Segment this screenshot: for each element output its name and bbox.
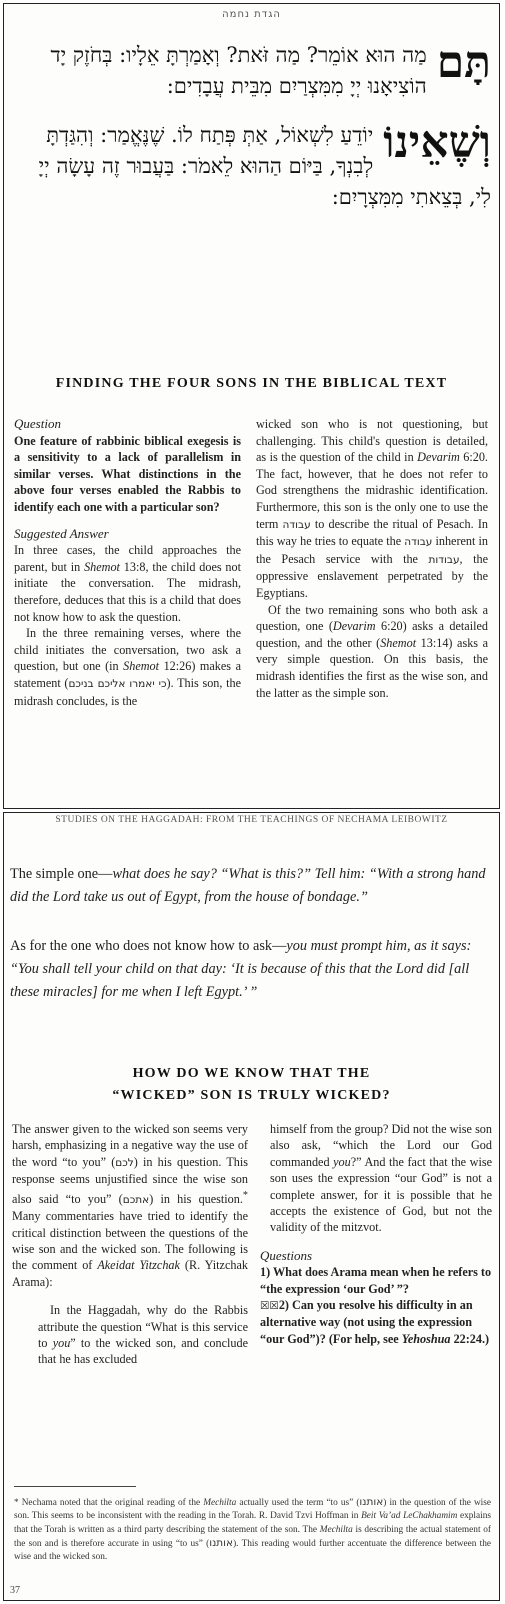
question-heading: Question xyxy=(14,416,61,431)
section-title-wicked-son: HOW DO WE KNOW THAT THE “WICKED” SON IS TRULY WICKED? xyxy=(112,1066,391,1103)
difficulty-marker-icon: ☒☒ xyxy=(260,1300,279,1313)
left-column xyxy=(14,416,241,709)
right-paragraph-2: Of the two remaining sons who both ask a question, one (Devarim 6:20) asks a detailed question, and the other (Shemot 13:14) asks a very simple question. On this basis, the midrash identifies the first as the wise son, and the latter as the simple son. xyxy=(256,602,489,700)
sheeino-line-2: לְבִנְךָ, בַּיּוֹם הַהוּא לֵאמֹר: בַּעֲבוּר זֶה עָשָׂה יְיָ xyxy=(38,154,374,178)
sheeino-line-3: לִי, בְּצֵאתִי מִמִּצְרָיִם: xyxy=(331,185,491,209)
question-2: ☒☒2) Can you resolve his difficulty in an alternative way (not using the expression “our God”)? (For help, see Yehoshua 22:24.) xyxy=(260,1298,490,1346)
section-title-four-sons: FINDING THE FOUR SONS IN THE BIBLICAL TEXT xyxy=(55,376,448,391)
hebrew-tam-passage xyxy=(12,37,491,102)
wicked-son-paragraph: The answer given to the wicked son seems very harsh, emphasizing in a negative way the use of the word “to you” (לכם) in his question. This response seems unjustified since the wise son also said “to you” (אתכם) in his question.* Many commentaries have tried to identify the critical distinction between the questions of the wise son and the wicked son. The following is the comment of Akeidat Yitzchak (R. Yitzchak Arama): xyxy=(12,1122,248,1289)
akeidat-quote: In the Haggadah, why do the Rabbis attribute the question “What is this service to you” to the wicked son, and conclude that he has excluded xyxy=(38,1303,248,1367)
left-column xyxy=(12,1121,248,1368)
footnote: * Nechama noted that the original reading of the Mechilta actually used the term “to us” (אותנו) in the question of the wise son. This seems to be inconsistent with the reading in the Torah. R. David Tzvi Hoffman in Beit Va’ad LeChakhamim explains that the Torah is written as a third party describing the statement of the son. The Mechilta is describing the actual statement of the son and is therefore accurate in using “to us” (אותנו). This reading would further accentuate the difference between the wise and the wicked son. xyxy=(14,1496,492,1563)
page-top xyxy=(3,3,500,809)
question-1: 1) What does Arama mean when he refers to “the expression ‘our God’ ”? xyxy=(260,1265,492,1296)
answer-paragraph-2: In the three remaining verses, where the child initiates the conversation, two ask a question, but one (in Shemot 12:26) makes a statement (כי יאמרו אליכם בניכם). This son, the midrash concludes, is the xyxy=(14,626,242,708)
hebrew-sheeino-passage xyxy=(12,117,491,213)
right-paragraph-1: wicked son who is not questioning, but challenging. This child's question is detailed, as is the question of the child in Devarim 6:20. The fact, however, that he does not refer to God strengthens the midrashic identification. Furthermore, this son is the only one to use the term עבודה to describe the ritual of Pesach. In this way he tries to equate the עבודה inherent in the Pesach service with the עבודות, the oppressive enslavement perpetrated by the Egyptians. xyxy=(256,417,488,600)
sheeino-line-1: יוֹדֵעַ לִשְׁאוֹל, אַתְּ פְּתַח לוֹ. שֶׁנֶּאֱמַר: וְהִגַּדְתָּ xyxy=(46,123,374,147)
answer-paragraph-1: In three cases, the child approaches the parent, but in Shemot 13:8, the child does not initiate the conversation. The midrash, therefore, deduces that this is a child that does not know how to ask the question. xyxy=(14,543,241,624)
footnote-marker: * xyxy=(242,1189,248,1201)
tam-heading-word: תָּם xyxy=(436,37,491,88)
tam-line-1: מַה הוּא אוֹמֵר? מַה זֹּאת? וְאָמַרְתָּ אֵלָיו: בְּחֹזֶק יָד xyxy=(50,43,427,67)
tam-line-2: הוֹצִיאָנוּ יְיָ מִמִּצְרַיִם מִבֵּית עֲבָדִים: xyxy=(166,74,427,98)
running-head-english: STUDIES ON THE HAGGADAH: FROM THE TEACHINGS OF NECHAMA LEIBOWITZ xyxy=(55,815,448,825)
page-bottom xyxy=(3,812,500,1601)
running-head-hebrew: הגדת נחמה xyxy=(222,9,281,20)
page-number: 37 xyxy=(10,1585,20,1596)
question-text: One feature of rabbinic biblical exegesis is a sensitivity to a lack of parallelism in similar verses. What distinctions in the above four verses enabled the Rabbis to identify each one with a particular son? xyxy=(14,433,241,514)
non-asking-son-passage: As for the one who does not know how to ask—you must prompt him, as it says: “You shall tell your child on that day: ‘It is because of this that the Lord did [all these miracles] for me when I left Egypt.’ ” xyxy=(10,938,472,1000)
sheeino-heading-word: וְשֶׁאֵינוֹ xyxy=(383,117,491,168)
simple-son-passage: The simple one—what does he say? “What is this?” Tell him: “With a strong hand did the Lord take us out of Egypt, from the house of bondage.” xyxy=(10,866,486,905)
right-column xyxy=(260,1121,492,1347)
right-column xyxy=(256,416,488,701)
questions-heading: Questions xyxy=(260,1247,312,1263)
footnote-divider xyxy=(14,1486,136,1487)
answer-heading: Suggested Answer xyxy=(14,525,109,541)
quote-continuation: himself from the group? Did not the wise son also ask, “which the Lord our God commanded you?” And the fact that the wise son uses the expression “our God” is not a complete answer, for it is possible that he accepts the existence of God, but not the validity of the mitzvot. xyxy=(270,1122,492,1235)
